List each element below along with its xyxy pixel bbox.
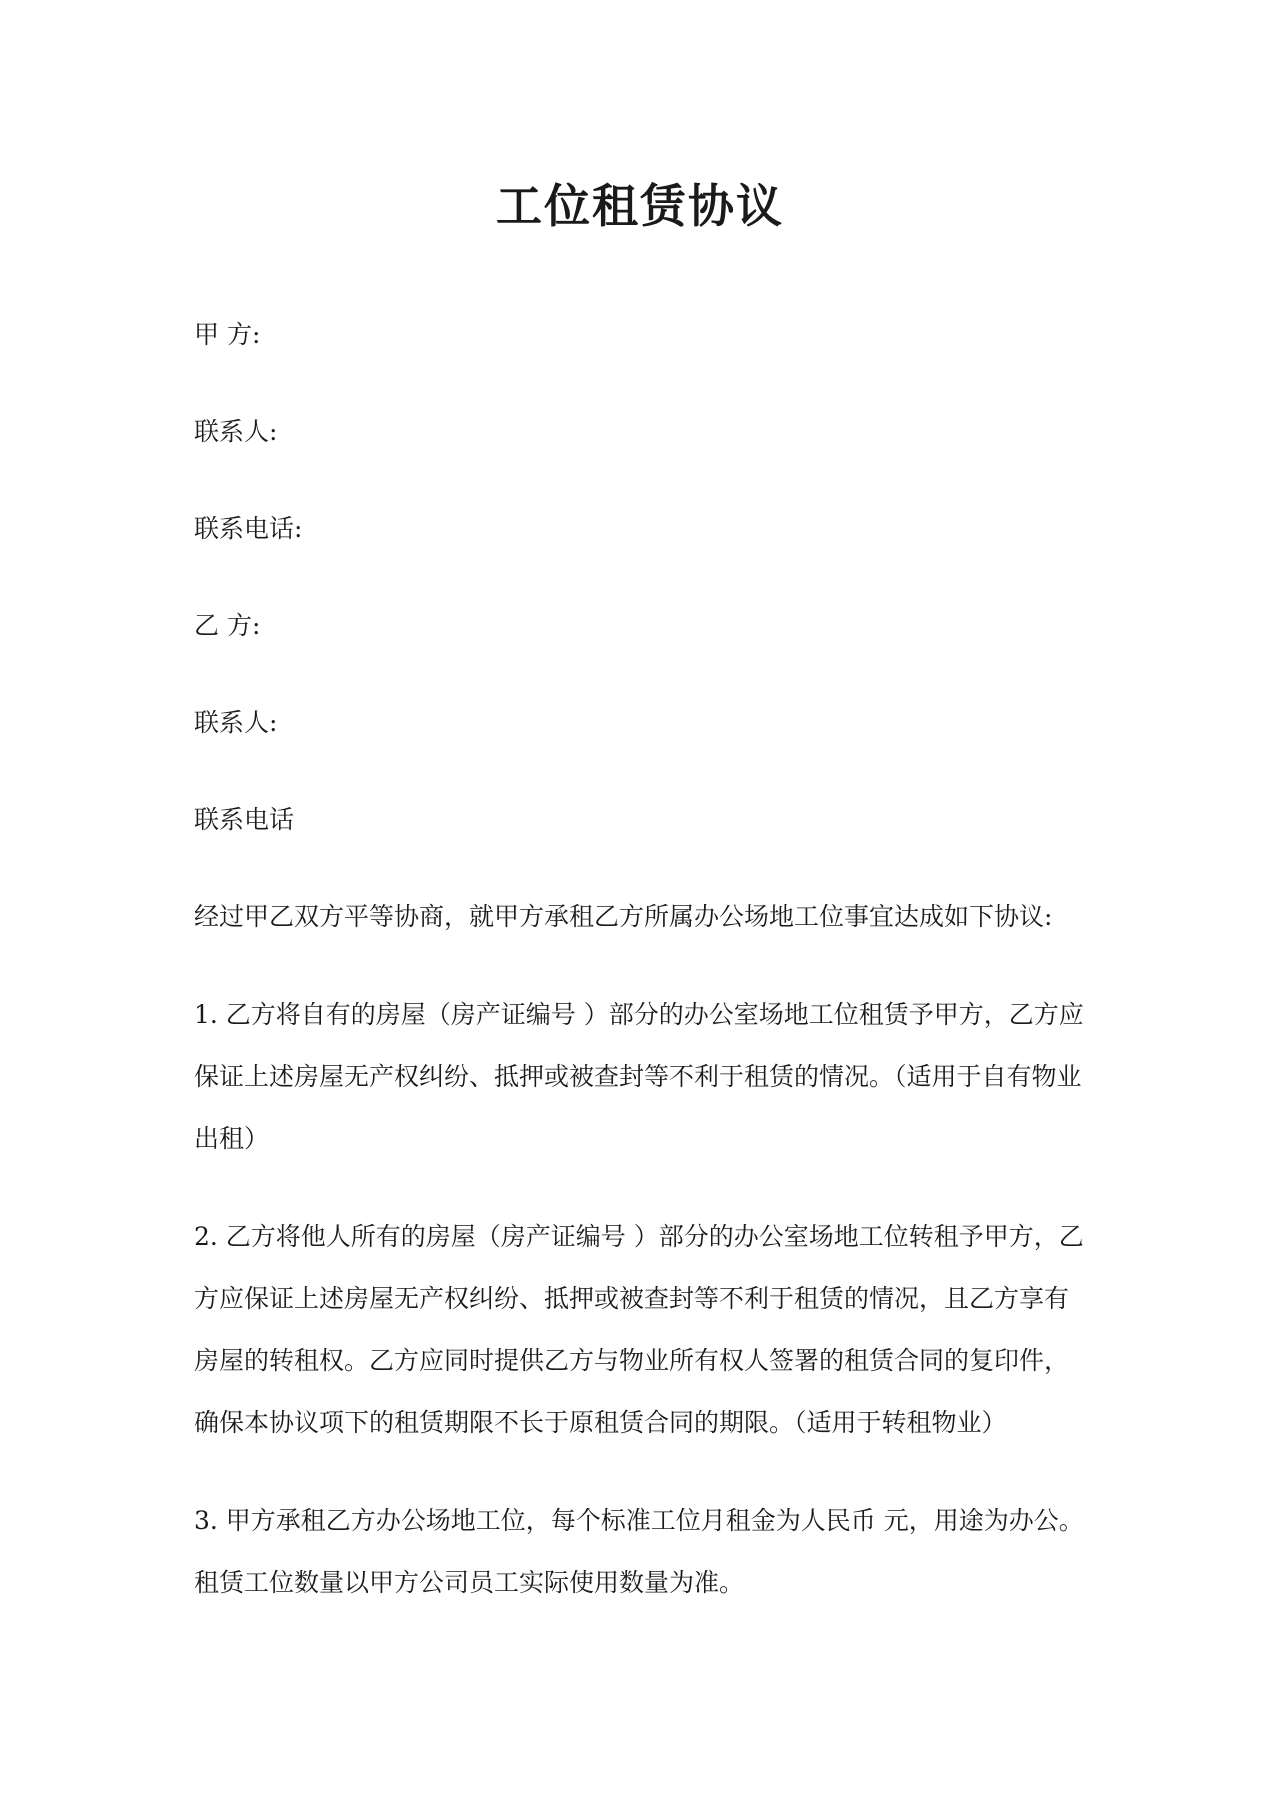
document-title: 工位租赁协议 xyxy=(496,179,784,233)
agreement-intro: 经过甲乙双方平等协商，就甲方承租乙方所属办公场地工位事宜达成如下协议: xyxy=(194,902,1053,931)
party-info xyxy=(194,318,1086,837)
party-b-phone-label: 联系电话 xyxy=(194,805,295,834)
party-a-name-label: 甲 方: xyxy=(194,320,261,349)
party-a-phone-label: 联系电话: xyxy=(194,514,303,543)
party-b-name-label: 乙 方: xyxy=(194,611,261,640)
clause-1: 1. 乙方将自有的房屋（房产证编号 ）部分的办公室场地工位租赁予甲方，乙方应保证上述房屋无产权纠纷、抵押或被查封等不利于租赁的情况。（适用于自有物业出租） xyxy=(194,1000,1084,1153)
clause-3: 3. 甲方承租乙方办公场地工位，每个标准工位月租金为人民币 元，用途为办公。租赁工位数量以甲方公司员工实际使用数量为准。 xyxy=(194,1506,1084,1597)
party-a-contact-label: 联系人: xyxy=(194,417,278,446)
clause-2: 2. 乙方将他人所有的房屋（房产证编号 ）部分的办公室场地工位转租予甲方，乙方应保证上述房屋无产权纠纷、抵押或被查封等不利于租赁的情况，且乙方享有房屋的转租权。乙方应同时提供乙方与物业所有权人签署的租赁合同的复印件，确保本协议项下的租赁期限不长于原租赁合同的期限。（适用于转租物业） xyxy=(194,1222,1084,1437)
party-b-contact-label: 联系人: xyxy=(194,708,278,737)
